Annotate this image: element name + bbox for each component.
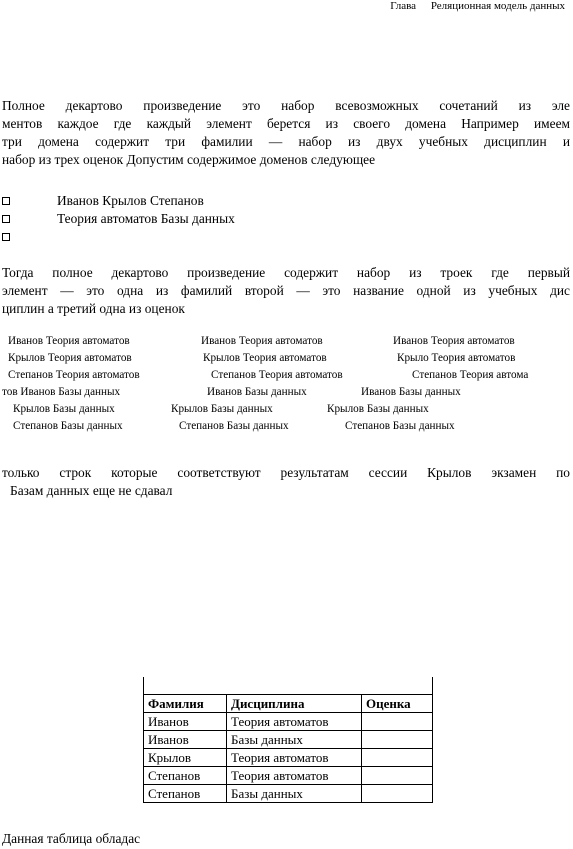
product-tuple: Степанов Базы данных	[179, 420, 289, 432]
paragraph-line: ментов каждое где каждый элемент берется из своего домена Например имеем	[2, 116, 570, 131]
cell-grade	[362, 713, 433, 731]
paragraph-line: три домена содержит три фамилии — набор из двух учебных дисциплин и	[2, 134, 570, 149]
cell-discipline: Теория автоматов	[227, 749, 362, 767]
product-tuple: Крылов Базы данных	[171, 403, 273, 415]
session-results-table	[143, 677, 433, 803]
column-header-discipline: Дисциплина	[227, 695, 362, 713]
paragraph-line: Тогда полное декартово произведение содержит набор из троек где первый	[2, 265, 570, 280]
cell-discipline: Теория автоматов	[227, 767, 362, 785]
product-tuple: Крылов Теория автоматов	[203, 352, 327, 364]
domain-list-item	[2, 228, 302, 246]
product-row	[0, 384, 573, 401]
product-tuple: Степанов Базы данных	[13, 420, 123, 432]
checkbox-bullet-icon	[2, 233, 10, 241]
table-header-row	[144, 695, 433, 713]
product-tuple: Иванов Теория автоматов	[201, 335, 323, 347]
table-row	[144, 785, 433, 803]
cell-discipline: Теория автоматов	[227, 713, 362, 731]
cell-grade	[362, 767, 433, 785]
table-row	[144, 731, 433, 749]
cell-grade	[362, 749, 433, 767]
product-tuple: Крылов Базы данных	[13, 403, 115, 415]
footer-paragraph: Данная таблица обладас	[2, 831, 141, 846]
paragraph-line: набор из трех оценок Допустим содержимое доменов следующее	[2, 152, 376, 167]
cell-surname: Иванов	[144, 731, 227, 749]
table-row	[144, 749, 433, 767]
product-row	[0, 367, 573, 384]
domain-list-item	[2, 210, 302, 228]
paragraph-line: Базам данных еще не сдавал	[10, 483, 173, 498]
running-header	[390, 0, 565, 12]
checkbox-bullet-icon	[2, 215, 10, 223]
paragraph-line: циплин а третий одна из оценок	[2, 301, 185, 316]
product-tuple: Степанов Теория автоматов	[211, 369, 343, 381]
domain-list-item	[2, 192, 302, 210]
chapter-label: Глава	[390, 0, 417, 12]
cell-surname: Степанов	[144, 785, 227, 803]
column-header-surname: Фамилия	[144, 695, 227, 713]
paragraph-cartesian-definition	[2, 97, 570, 169]
product-tuple: Иванов Теория автоматов	[393, 335, 515, 347]
product-tuple: Иванов Теория автоматов	[8, 335, 130, 347]
cell-surname: Крылов	[144, 749, 227, 767]
column-header-grade: Оценка	[362, 695, 433, 713]
table-caption-row	[144, 677, 433, 695]
paragraph-line: элемент — это одна из фамилий второй — это название одной из учебных дис	[2, 283, 570, 298]
product-tuple: Степанов Теория автома	[412, 369, 529, 381]
checkbox-bullet-icon	[2, 197, 10, 205]
cell-grade	[362, 731, 433, 749]
table-row	[144, 767, 433, 785]
paragraph-line: только строк которые соответствуют результатам сессии Крылов экзамен по	[2, 465, 570, 480]
product-tuple: Иванов Базы данных	[361, 386, 461, 398]
product-row	[0, 418, 573, 435]
chapter-title: Реляционная модель данных	[430, 0, 565, 12]
cell-discipline: Базы данных	[227, 785, 362, 803]
table-caption-cell	[144, 677, 433, 695]
product-tuple: Иванов Базы данных	[207, 386, 307, 398]
product-row	[0, 333, 573, 350]
cell-surname: Степанов	[144, 767, 227, 785]
table-row	[144, 713, 433, 731]
product-tuple: тов Иванов Базы данных	[2, 386, 121, 398]
cartesian-product-listing	[0, 333, 573, 435]
product-tuple: Крылов Базы данных	[327, 403, 429, 415]
paragraph-session-results	[2, 464, 570, 500]
product-tuple: Крылов Теория автоматов	[8, 352, 132, 364]
product-row	[0, 350, 573, 367]
cell-discipline: Базы данных	[227, 731, 362, 749]
paragraph-full-product	[2, 264, 570, 318]
domain-values: Иванов Крылов Степанов	[57, 193, 204, 208]
product-tuple: Степанов Теория автоматов	[8, 369, 140, 381]
cell-surname: Иванов	[144, 713, 227, 731]
product-tuple: Степанов Базы данных	[345, 420, 455, 432]
product-row	[0, 401, 573, 418]
paragraph-line: Полное декартово произведение это набор всевозможных сочетаний из эле	[2, 98, 570, 113]
product-tuple: Крыло Теория автоматов	[397, 352, 516, 364]
cell-grade	[362, 785, 433, 803]
domain-values: Теория автоматов Базы данных	[57, 211, 235, 226]
